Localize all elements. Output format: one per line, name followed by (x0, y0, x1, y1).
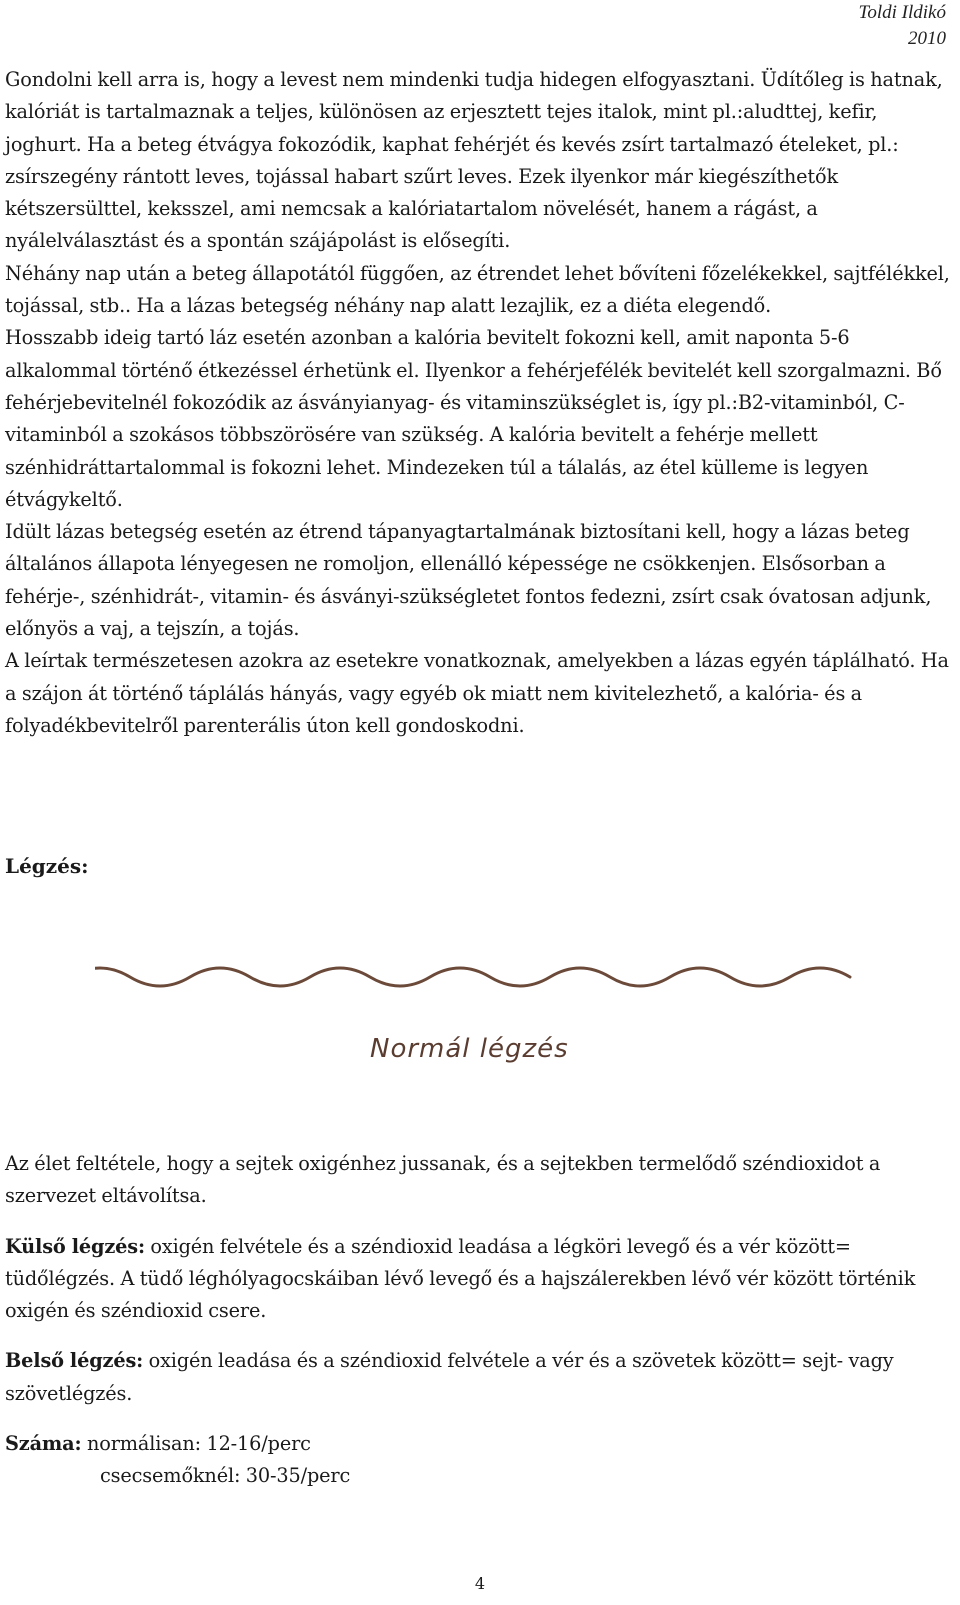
paragraph-chronic-fever: Idült lázas betegség esetén az étrend tápanyagtartalmának biztosítani kell, hogy a lázas beteg általános állapota lényegesen ne romoljon, ellenálló képessége ne csökkenjen. Elsősorban a fehérje-, szénhidrát-, vitamin- és ásványi-szükségletet fontos fedezni, zsírt csak óvatosan adjunk, előnyös a vaj, a tejszín, a tojás. (5, 520, 932, 641)
external-respiration-label: Külső légzés: (5, 1234, 145, 1258)
respiration-rate (5, 1428, 953, 1460)
section-heading: Légzés: (5, 854, 89, 878)
respiration-rate-label: Száma: (5, 1432, 82, 1456)
respiration-rate-normal: normálisan: 12-16/perc (81, 1432, 311, 1456)
internal-respiration-text: oxigén leadása és a széndioxid felvétele a vér és a szövetek között= sejt- vagy szövetlégzés. (5, 1349, 894, 1405)
figure-caption: Normál légzés (370, 1034, 569, 1064)
breathing-wave-drawing (95, 955, 855, 1085)
page-number: 4 (474, 1574, 486, 1593)
internal-respiration (5, 1345, 953, 1410)
breathing-figure (95, 955, 855, 1085)
breathing-wave (95, 968, 850, 986)
paragraph-soup: Gondolni kell arra is, hogy a levest nem mindenki tudja hidegen elfogyasztani. Üdítőleg is hatnak, kalóriát is tartalmaznak a teljes, különösen az erjesztett tejes italok, mint pl.:aludttej, kefir, joghurt. Ha a beteg étvágya fokozódik, kaphat fehérjét és kevés zsírt tartalmazó ételeket, pl.: zsírszegény rántott leves, tojással habart szűrt leves. Ezek ilyenkor már kiegészíthetők kétszersülttel, keksszel, ami nemcsak a kalóriatartalom növelését, hanem a rágást, a nyálelválasztást és a spontán szájápolást is elősegíti. (5, 68, 943, 253)
external-respiration (5, 1231, 953, 1328)
paragraph-prolonged-fever: Hosszabb ideig tartó láz esetén azonban a kalória bevitelt fokozni kell, amit naponta 5-6 alkalommal történő étkezéssel érhetünk el. Ilyenkor a fehérjefélék bevitelét kell szorgalmazni. Bő fehérjebevitelnél fokozódik az ásványianyag- és vitaminszükséglet is, így pl.:B2-vitaminból, C-vitaminból a szokásos többszörösére van szükség. A kalória bevitelt a fehérje mellett szénhidráttartalommal is fokozni lehet. Mindezeken túl a tálalás, az étel külleme is legyen étvágykeltő. (5, 326, 942, 511)
page-header (859, 0, 946, 52)
paragraph-parenteral: A leírtak természetesen azokra az esetekre vonatkoznak, amelyekben a lázas egyén táplálható. Ha a szájon át történő táplálás hányás, vagy egyéb ok miatt nem kivitelezhető, a kalória- és a folyadékbevitelről parenterális úton kell gondoskodni. (5, 649, 949, 737)
internal-respiration-label: Belső légzés: (5, 1349, 144, 1373)
breathing-intro: Az élet feltétele, hogy a sejtek oxigénhez jussanak, és a sejtekben termelődő széndioxidot a szervezet eltávolítsa. (5, 1152, 881, 1208)
breathing-text (5, 1148, 953, 1493)
header-year: 2010 (908, 28, 946, 49)
paragraph-diet-expansion: Néhány nap után a beteg állapotától függően, az étrendet lehet bővíteni főzelékekkel, sajtfélékkel, tojással, stb.. Ha a lázas betegség néhány nap alatt lezajlik, ez a diéta elegendő. (5, 261, 950, 318)
external-respiration-text: oxigén felvétele és a széndioxid leadása a légköri levegő és a vér között= tüdőlégzés. A tüdő léghólyagocskáiban lévő levegő és a hajszálerekben lévő vér között történik oxigén és széndioxid csere. (5, 1234, 916, 1323)
main-text (5, 64, 953, 742)
respiration-rate-infant: csecsemőknél: 30-35/perc (100, 1464, 351, 1488)
header-author: Toldi Ildikó (858, 2, 946, 23)
